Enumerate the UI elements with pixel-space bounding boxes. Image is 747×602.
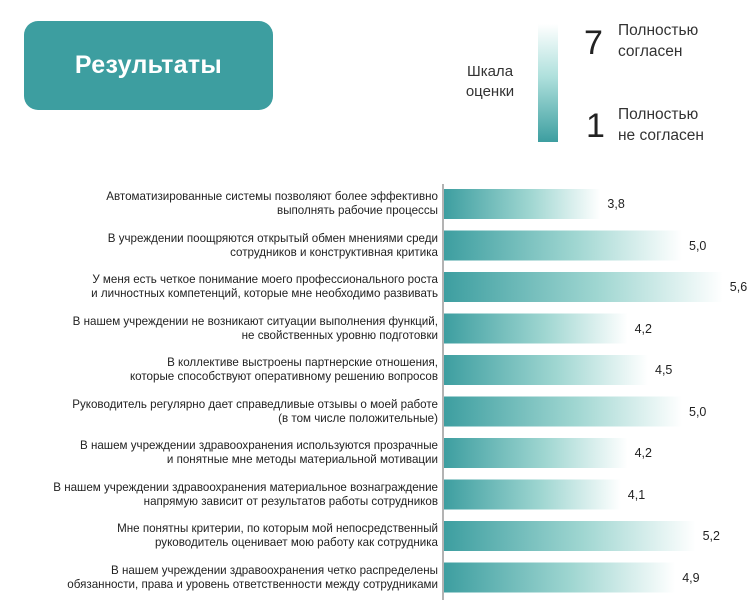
category-label-line: Автоматизированные системы позволяют более эффективно: [106, 190, 438, 203]
category-label-line: напрямую зависит от результатов работы сотрудников: [143, 494, 438, 508]
category-label: [10, 356, 438, 384]
bar-2: [444, 231, 682, 261]
category-label-line: В нашем учреждении не возникают ситуации выполнения функций,: [72, 314, 438, 328]
bar-value-label: 4,2: [634, 321, 652, 336]
scale-min-line1: Полностью: [618, 106, 699, 123]
category-label-line: В нашем учреждении здравоохранения используются прозрачные: [79, 439, 438, 452]
category-label-line: и личностных компетенций, которые мне необходимо развивать: [91, 287, 438, 300]
category-label: [10, 522, 438, 550]
scale-max-number: 7: [584, 24, 603, 62]
category-label-line: (в том числе положительные): [278, 411, 438, 425]
scale-label-line1: Шкала: [466, 63, 514, 80]
scale-label-line2: оценки: [465, 83, 515, 100]
category-label-line: В учреждении поощряются открытый обмен мнениями среди: [107, 231, 438, 245]
bar-value-label: 3,8: [607, 197, 625, 211]
scale-max-line2: согласен: [618, 43, 683, 60]
bar-6: [444, 397, 682, 427]
bar-value-label: 4,9: [682, 570, 700, 585]
category-label-line: руководитель оценивает мою работу как сотрудника: [154, 536, 438, 549]
bar-4: [444, 314, 628, 344]
bar-value-label: 5,6: [729, 280, 747, 294]
category-label-line: обязанности, права и уровень ответственности между сотрудниками: [67, 577, 438, 591]
category-label-line: и понятные мне методы материальной мотивации: [166, 453, 438, 466]
bar-group: [444, 189, 723, 593]
scale-max-line1: Полностью: [618, 22, 699, 39]
category-label: [10, 190, 438, 218]
category-label: [10, 481, 438, 509]
category-label-line: Мне понятны критерии, по которым мой непосредственный: [117, 522, 438, 535]
category-label-line: выполнять рабочие процессы: [277, 204, 438, 217]
bar-value-label: 5,0: [689, 238, 707, 253]
scale-min-line2: не согласен: [618, 127, 704, 144]
category-label-line: Руководитель регулярно дает справедливые отзывы о моей работе: [72, 397, 438, 411]
category-label-line: В нашем учреждении здравоохранения четко распределены: [110, 563, 438, 577]
bar-value-label: 4,5: [655, 363, 673, 377]
bar-value-label: 5,0: [689, 404, 707, 419]
category-label-line: сотрудников и конструктивная критика: [230, 245, 438, 259]
category-label: [10, 232, 438, 260]
category-label-line: не свойственных уровню подготовки: [241, 328, 438, 342]
bar-3: [444, 272, 723, 302]
category-label: [10, 398, 438, 426]
bar-7: [444, 438, 628, 468]
bar-1: [444, 189, 600, 219]
category-label-line: У меня есть четкое понимание моего профессионального роста: [92, 273, 438, 286]
page-title: Результаты: [74, 51, 223, 79]
bar-8: [444, 480, 621, 510]
category-label-line: В коллективе выстроены партнерские отношения,: [167, 356, 438, 369]
bar-value-label: 4,1: [627, 487, 646, 502]
bar-5: [444, 355, 648, 385]
category-label-line: В нашем учреждении здравоохранения материальное вознаграждение: [53, 480, 438, 494]
bar-value-label: 5,2: [702, 529, 720, 543]
category-label-line: которые способствуют оперативному решению вопросов: [129, 370, 438, 383]
category-label: [10, 564, 438, 592]
scale-min-number: 1: [586, 107, 605, 145]
bar-10: [444, 563, 675, 593]
bar-9: [444, 521, 696, 551]
category-label: [10, 315, 438, 343]
category-label: [10, 439, 438, 467]
bar-value-label: 4,2: [634, 446, 652, 460]
category-label: [10, 273, 438, 301]
